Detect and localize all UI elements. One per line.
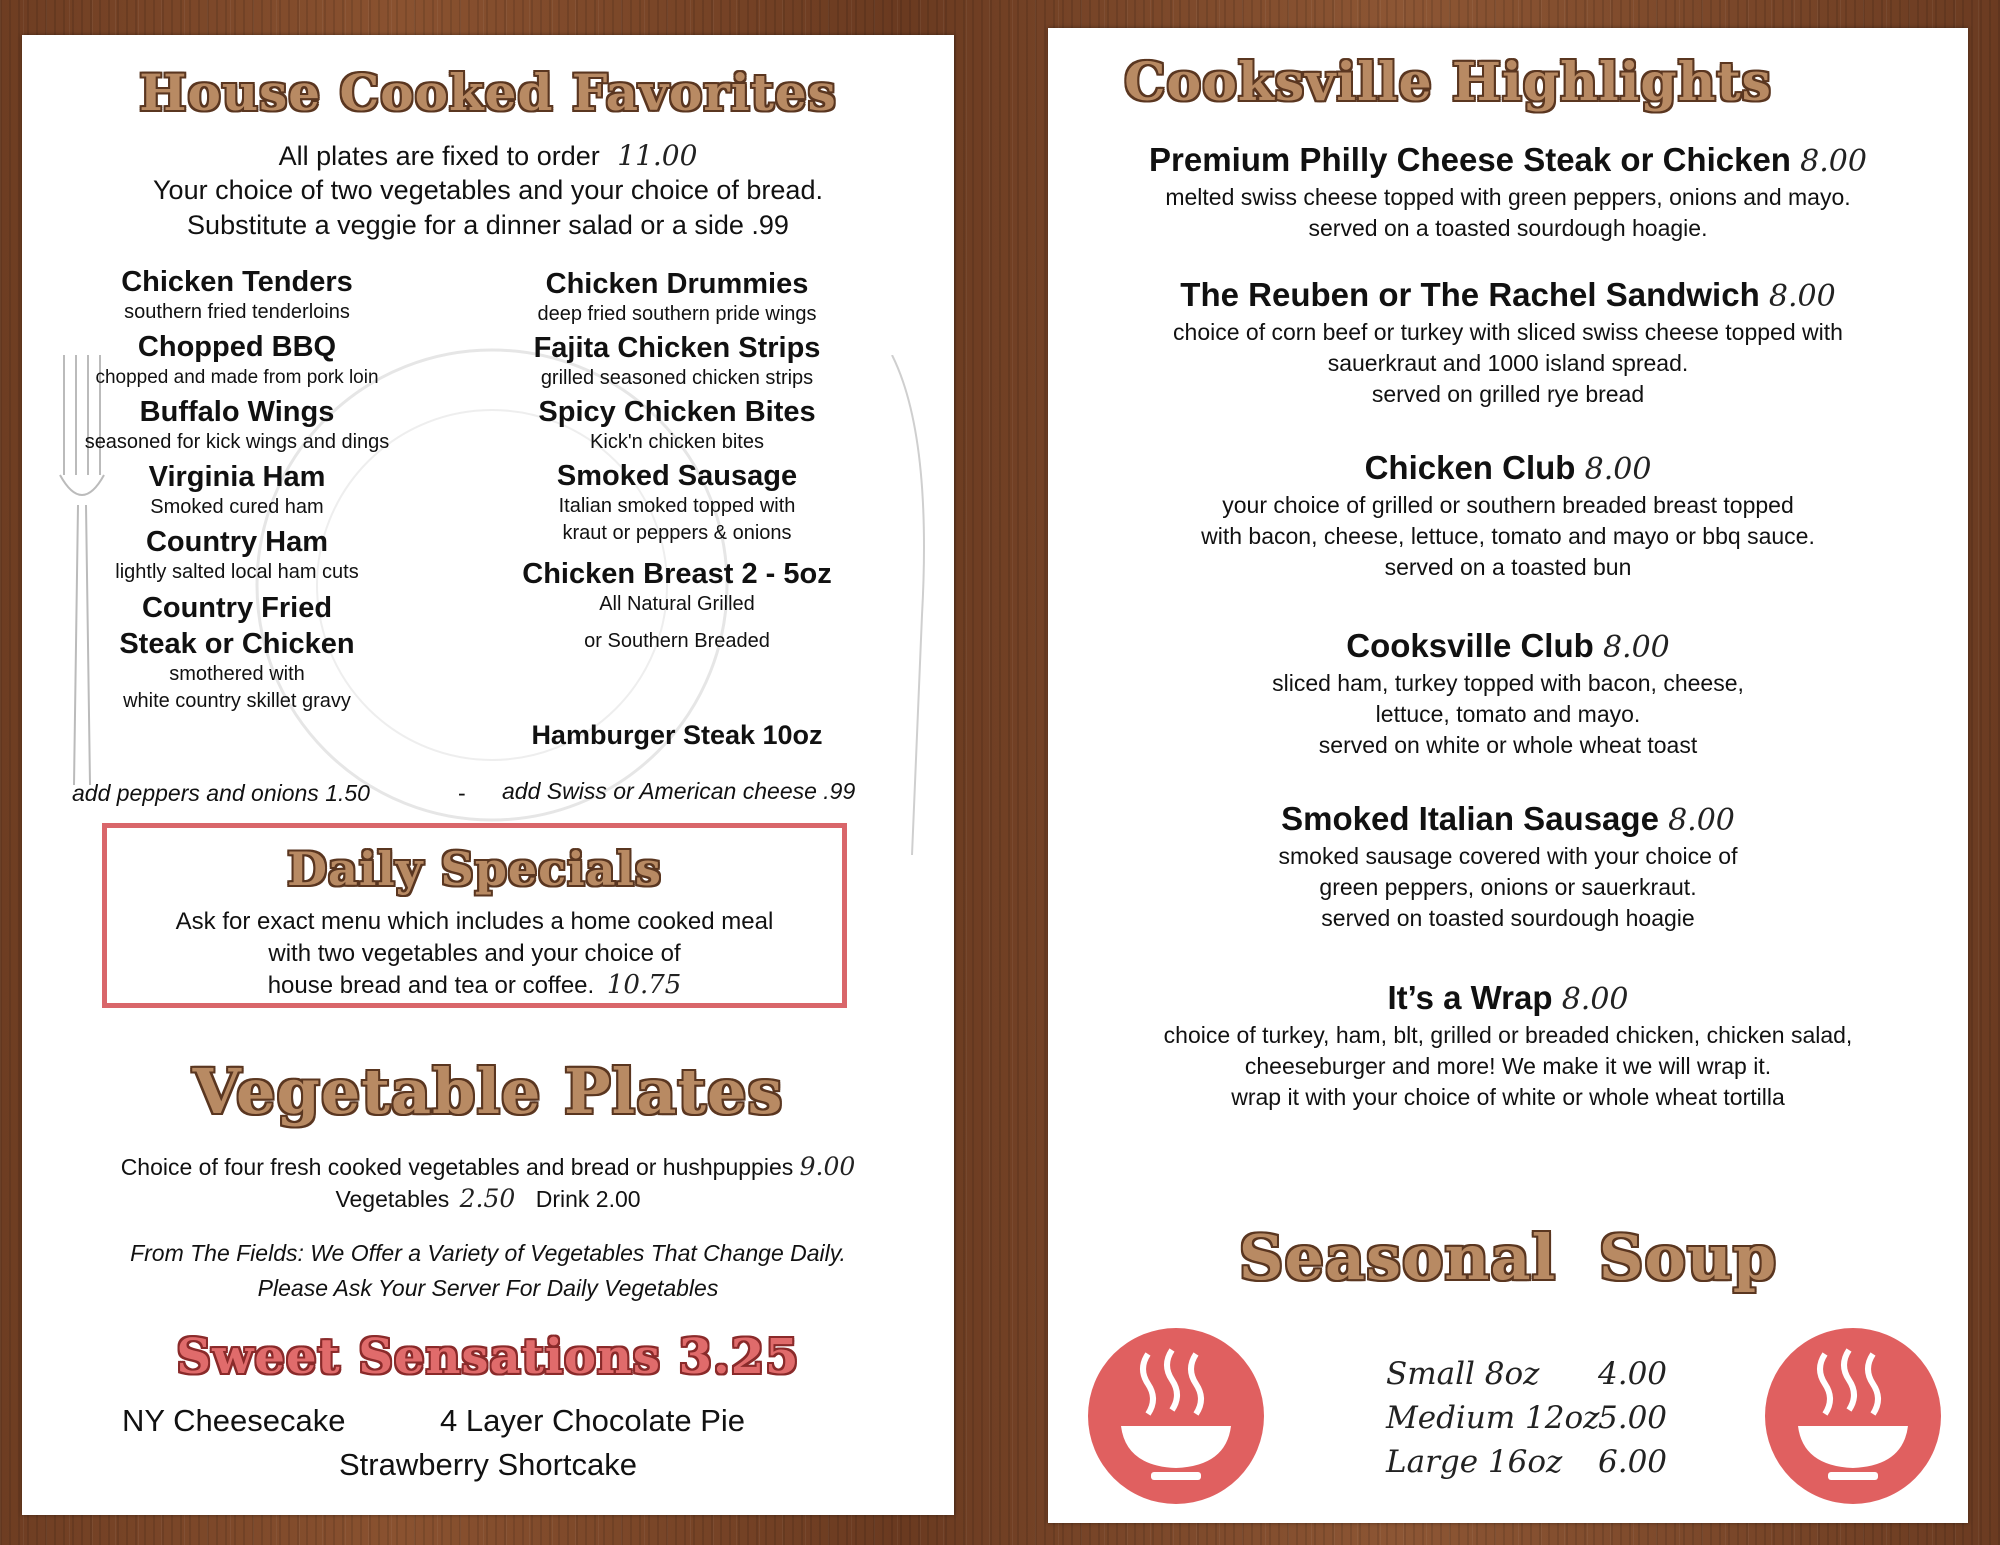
menu-item: Virginia Ham Smoked cured ham (148, 461, 326, 518)
menu-item: The Reuben or The Rachel Sandwich 8.00 choice of corn beef or turkey with sliced swiss cheese topped with sauerkraut and 1000 island spread. served on grilled rye bread (1173, 276, 1843, 407)
menu-item: Spicy Chicken Bites Kick'n chicken bites (538, 396, 816, 453)
dessert-item: Strawberry Shortcake (338, 1447, 638, 1482)
menu-item: Premium Philly Cheese Steak or Chicken 8.00 melted swiss cheese topped with green peppers, onions and mayo. served on a toasted sourdough hoagie. (1149, 141, 1867, 241)
menu-item: Fajita Chicken Strips grilled seasoned chicken strips (533, 332, 821, 389)
sweet-sensations-title: Sweet Sensations 3.25 (176, 1329, 800, 1385)
intro-line-1 (22, 139, 954, 172)
soup-size-row: Small 8oz 4.00 (1386, 1356, 1668, 1392)
menu-item: Smoked Italian Sausage 8.00 smoked sausage covered with your choice of green peppers, onions or sauerkraut. served on toasted sourdough hoagie (1278, 800, 1738, 931)
menu-item: Smoked Sausage Italian smoked topped with kraut or peppers & onions (556, 460, 798, 544)
intro-line-2: Your choice of two vegetables and your choice of bread. (153, 175, 823, 205)
addon-peppers: add peppers and onions 1.50 (72, 780, 370, 806)
menu-item: It’s a Wrap 8.00 choice of turkey, ham, blt, grilled or breaded chicken, chicken salad, cheeseburger and more! We make it we will wrap it. wrap it with your choice of white or whole wheat tortilla (1163, 979, 1853, 1110)
menu-item: Chicken Breast 2 - 5oz All Natural Grilled or Southern Breaded (522, 558, 832, 652)
plate-price: 11.00 (617, 139, 698, 172)
intro-text: All plates are fixed to order (278, 141, 600, 171)
soup-size-list (1386, 1356, 1706, 1488)
daily-specials-box: Daily Specials Ask for exact menu which includes a home cooked meal with two vegetables and your choice of house bread and tea or coffee. 10.75 (102, 823, 847, 1008)
menu-item: Chicken Club 8.00 your choice of grilled or southern breaded breast topped with bacon, cheese, lettuce, tomato and mayo or bbq sauce. served on a toasted bun (1201, 449, 1815, 580)
knife-icon (882, 355, 942, 855)
soup-size-row: Medium 12oz 5.00 (1386, 1400, 1668, 1436)
specials-price: 10.75 (606, 970, 682, 1000)
menu-item: Chicken Drummies deep fried southern pride wings (537, 268, 817, 325)
menu-item: Cooksville Club 8.00 sliced ham, turkey topped with bacon, cheese, lettuce, tomato and mayo. served on white or whole wheat toast (1272, 627, 1744, 758)
menu-item: Hamburger Steak 10oz (531, 720, 823, 750)
intro-line-3: Substitute a veggie for a dinner salad or a side .99 (187, 210, 789, 240)
daily-specials-title: Daily Specials (287, 842, 662, 896)
right-menu-page (1048, 28, 1968, 1523)
menu-item: Chopped BBQ chopped and made from pork loin (95, 331, 379, 388)
left-menu-page: House Cooked Favorites All plates are fixed to order 11.00 Your choice of two vegetables and your choice of bread. Substitute a veggie for a dinner salad or a side .99 Chicken Tenders southern fried tenderloins Chopped BBQ chopped and made from pork loin Buffalo Wings seasoned for kick wings and dings Virginia Ham Smoked cured ham Country Ham lightly salted local ham cuts Country Fried Steak or Chicken smothered with white country skillet gravy Chicken Drummies deep fried southern pride wings Fajita Chicken Strips grilled seasoned chicken strips Spicy Chicken Bites Kick'n chicken bites Smoked Sausage Italian smoked topped with kraut or peppers & onions Chicken Breast 2 - 5oz All Natural Grilled or Southern Breaded Hamburger Steak 10oz add peppers and onions 1.50 - add Swiss or American cheese .99 Daily Specials Ask for exact menu which includes a home cooked meal with two vegetables and your choice of house bread and tea or coffee. 10.75 Vegetable Plates Choice of four fresh cooked vegetables and bread or hushpuppies 9.00 Vegetables 2.50 Drink 2.00 From The Fields: We Offer a Variety of Vegetables That Change Daily. Please Ask Your Server For Daily Vegetables Sweet Sensations 3.25 NY Cheesecake 4 Layer Chocolate Pie Strawberry Shortcake (22, 35, 954, 1515)
soup-bowl-icon (1763, 1326, 1943, 1506)
cooksville-highlights-title: Cooksville Highlights (1124, 52, 1772, 113)
dessert-item: NY Cheesecake (122, 1403, 346, 1438)
soup-size-row: Large 16oz 6.00 (1386, 1444, 1668, 1480)
dessert-item: 4 Layer Chocolate Pie (440, 1403, 746, 1438)
menu-item: Chicken Tenders southern fried tenderloins (121, 266, 353, 323)
vegetable-plates-title: Vegetable Plates (192, 1055, 784, 1128)
house-cooked-title: House Cooked Favorites (139, 63, 837, 122)
menu-item: Country Ham lightly salted local ham cuts (115, 526, 359, 583)
addon-cheese: add Swiss or American cheese .99 (502, 778, 856, 804)
soup-bowl-icon (1086, 1326, 1266, 1506)
menu-item: Country Fried Steak or Chicken smothered with white country skillet gravy (119, 592, 355, 712)
menu-item: Buffalo Wings seasoned for kick wings and dings (84, 396, 390, 453)
seasonal-soup-title: Seasonal Soup (1238, 1221, 1778, 1294)
addon-separator: - (458, 780, 466, 806)
